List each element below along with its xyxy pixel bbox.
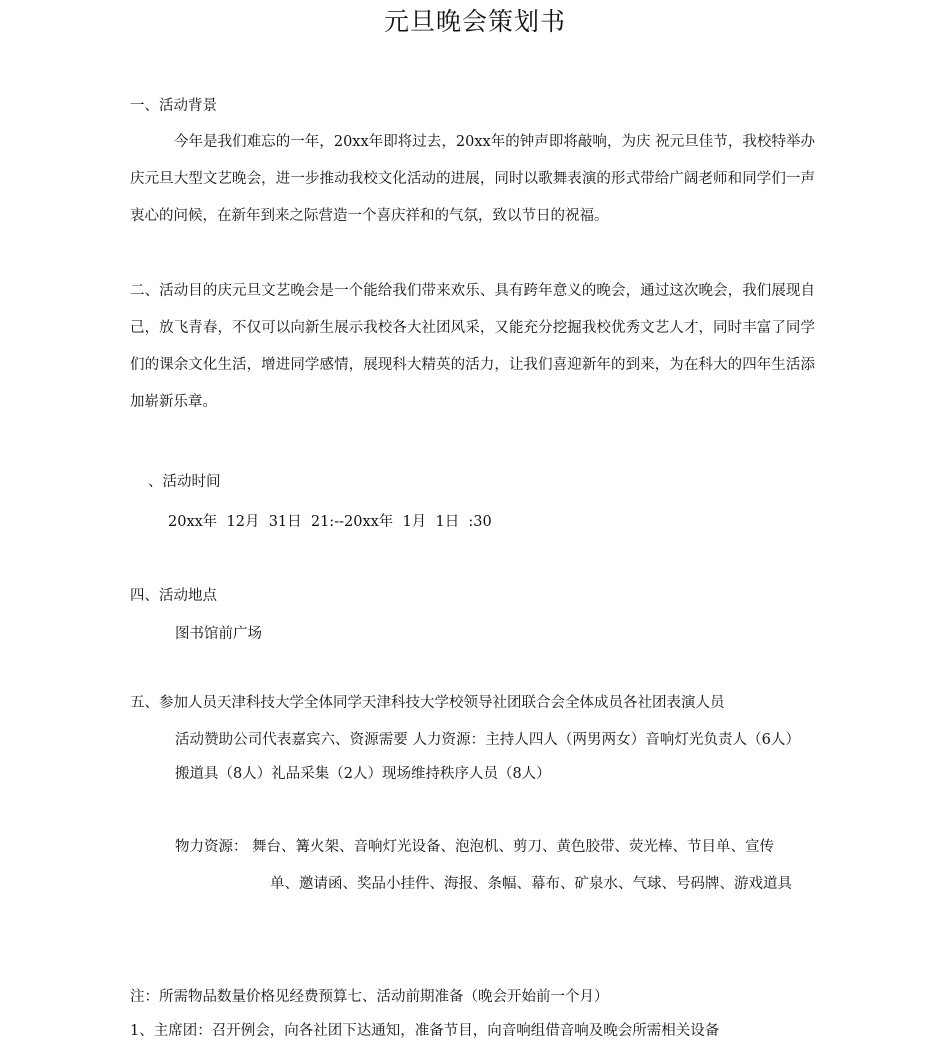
budget-note: 注：所需物品数量价格见经费预算七、活动前期准备（晚会开始前一个月） (130, 989, 609, 1005)
prep-item-1: 1、主席团：召开例会，向各社团下达通知，准备节目，向音响组借音响及晚会所需相关设备 (130, 1023, 720, 1039)
material-line1: 舞台、篝火架、音响灯光设备、泡泡机、剪刀、黄色胶带、荧光棒、节目单、宣传 (252, 839, 774, 855)
section1-body: 今年是我们难忘的一年，20xx年即将过去，20xx年的钟声即将敲响，为庆 祝元旦佳节，我校特举办庆元旦大型文艺晚会，进一步推动我校文化活动的进展，同时以歌舞表演的形式带给广阔老师和同学们一声衷心的问候，在新年到来之际营造一个喜庆祥和的气氛，致以节日的祝福。 (130, 134, 815, 224)
material-rest: 单、邀请函、奖品小挂件、海报、条幅、幕布、矿泉水、气球、号码牌、游戏道具 (270, 876, 792, 892)
section2-body: 二、活动目的庆元旦文艺晚会是一个能给我们带来欢乐、具有跨年意义的晚会，通过这次晚会，我们展现自己，放飞青春，不仅可以向新生展示我校各大社团风采，又能充分挖掘我校优秀文艺人才，同时丰富了同学们的课余文化生活，增进同学感情，展现科大精英的活力，让我们喜迎新年的到来，为在科大的四年生活添加崭新乐章。 (130, 283, 815, 410)
section5-heading: 五、参加人员天津科技大学全体同学天津科技大学校领导社团联合会全体成员各社团表演人员 (130, 695, 725, 711)
section4-heading: 四、活动地点 (130, 588, 217, 604)
section5-body: 活动赞助公司代表嘉宾六、资源需要 人力资源：主持人四人（两男两女）音响灯光负责人（6人）搬道具（8人）礼品采集（2人）现场维持秩序人员（8人） (175, 732, 800, 782)
section3-heading: 、活动时间 (148, 474, 221, 490)
section1-heading: 一、活动背景 (130, 98, 217, 114)
activity-place: 图书馆前广场 (175, 626, 262, 642)
document-title: 元旦晚会策划书 (383, 7, 566, 36)
material-label: 物力资源： (175, 839, 248, 855)
activity-time: 20xx年 12月 31日 21:--20xx年 1月 1日 :30 (168, 514, 492, 530)
